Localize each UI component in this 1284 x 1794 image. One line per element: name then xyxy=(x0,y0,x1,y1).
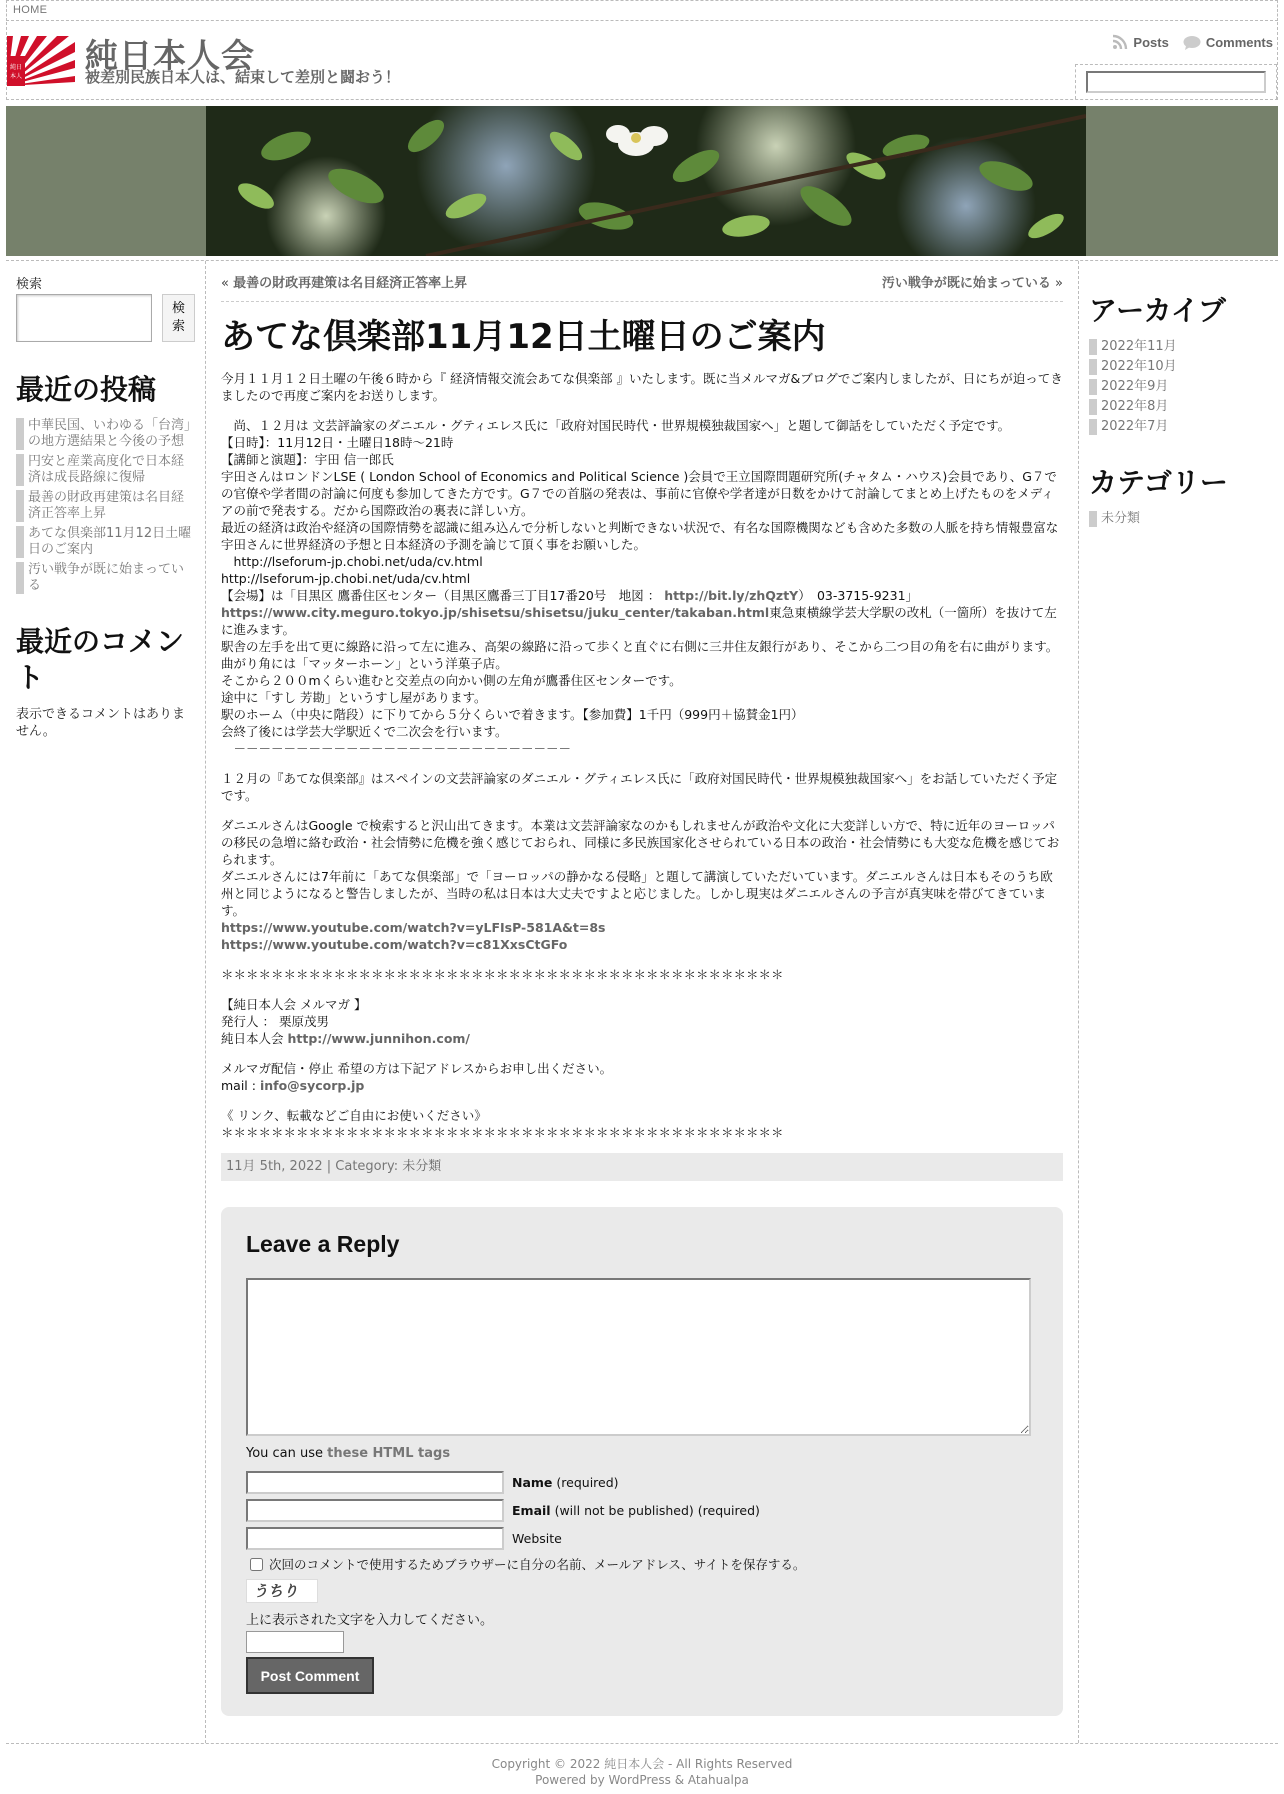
site-header xyxy=(6,22,1278,100)
mail-label: mail : xyxy=(221,1078,260,1093)
post-line: メルマガ配信・停止 希望の方は下記アドレスからお申し出ください。 xyxy=(221,1061,613,1076)
next-post xyxy=(882,272,1063,291)
post-line xyxy=(221,1077,1063,1094)
archive-link[interactable]: 2022年9月 xyxy=(1089,379,1268,395)
post-line: 【日時】：11月12日・土曜日18時～21時 xyxy=(221,435,454,450)
post-line: ダニエルさんはGoogle で検索すると沢山出てきます。本業は文芸評論家なのかもしれませんが政治や文化に大変詳しい方で、特に近年のヨーロッパの移民の急増に絡む政治・社会情勢に危機を強く感じておられ、同様に多民族国家化させられている日本の政治・社会情勢にも大変な危機を感じておられます。 xyxy=(221,818,1060,867)
post-title[interactable]: あてな倶楽部11月12日土曜日のご案内 xyxy=(221,317,826,357)
comment-textarea[interactable] xyxy=(246,1278,1031,1436)
archive-title: アーカイブ xyxy=(1089,294,1226,327)
site-description: 被差別民族日本人は、結束して差別と闘おう！ xyxy=(85,68,401,86)
header-search-input[interactable] xyxy=(1086,71,1266,93)
post-paragraph xyxy=(221,996,1063,1047)
next-arrow: » xyxy=(1050,276,1063,291)
left-sidebar xyxy=(6,261,206,1743)
sidebar-search-label: 検索 xyxy=(16,277,43,292)
post-body xyxy=(221,370,1063,1141)
post-line: 途中に「すし 芳勘」というすし屋があります。 xyxy=(221,690,487,705)
reply-title: Leave a Reply xyxy=(246,1231,400,1257)
post-date: 11月 5th, 2022 | Category: xyxy=(226,1159,403,1174)
venue-phone: ） 03-3715-9231」 xyxy=(798,588,919,603)
name-label: Name xyxy=(512,1475,553,1490)
header-search xyxy=(1075,64,1277,99)
post-line: 最近の経済は政治や経済の国際情勢を認識に組み込んで分析しないと判断できない状況で、有名な国際機関なども含めた多数の人脈を持ち情報豊富な宇田さんに世界経済の予想と日本経済の予測を論じて頂く事をお願いした。 xyxy=(221,520,1059,552)
svg-text:本人: 本人 xyxy=(9,73,23,80)
comment-bubble-icon xyxy=(1183,35,1201,50)
post-line: 発行人 ： 栗原茂男 xyxy=(221,1014,329,1029)
post-line: 会終了後には学芸大学駅近くで二次会を行います。 xyxy=(221,724,508,739)
captcha-input[interactable] xyxy=(246,1631,344,1653)
email-note: (will not be published) (required) xyxy=(554,1503,760,1518)
venue-directions: 東急東横線学芸大学駅の改札（一箇所）を抜けて左に進みます。 xyxy=(221,605,1057,637)
rss-icon xyxy=(1112,34,1128,50)
recent-post-link[interactable]: 円安と産業高度化で日本経済は成長路線に復帰 xyxy=(16,454,195,486)
post-paragraph xyxy=(221,1107,1063,1141)
website-label: Website xyxy=(512,1531,562,1546)
post-line: 【講師と演題】：宇田 信一郎氏 xyxy=(221,452,394,467)
org-name: 純日本人会 xyxy=(221,1031,288,1046)
post-line: －－－－－－－－－－－－－－－－－－－－－－－－－－－ xyxy=(221,741,572,756)
post-navigation xyxy=(221,272,1063,302)
main-content xyxy=(221,261,1063,1716)
post-paragraph xyxy=(221,817,1063,953)
org-site-link[interactable]: http://www.junnihon.com/ xyxy=(287,1031,470,1046)
html-tags-prefix: You can use xyxy=(246,1446,328,1461)
post-meta xyxy=(221,1153,1063,1181)
venue-link[interactable]: https://www.city.meguro.tokyo.jp/shisetsu/shisetsu/juku_center/takaban.html xyxy=(221,605,770,620)
html-tags-note xyxy=(246,1446,1038,1461)
name-field[interactable] xyxy=(246,1471,504,1494)
prev-arrow: « xyxy=(221,276,234,291)
captcha-image: うちり xyxy=(246,1579,318,1603)
save-info-checkbox[interactable] xyxy=(250,1558,263,1571)
post-paragraph xyxy=(221,417,1063,757)
archive-list xyxy=(1089,339,1268,435)
prev-post xyxy=(221,272,467,291)
post-line: ダニエルさんには7年前に「あてな倶楽部」で「ヨーロッパの静かなる侵略」と題して講演していただいています。ダニエルさんは日本もそのうち欧州と同じようになると警告しましたが、当時の私は日本は大丈夫ですよと応じました。しかし現実はダニエルさんの予言が真実味を帯びてきています。 xyxy=(221,869,1053,918)
recent-post-link[interactable]: 中華民国、いわゆる「台湾」の地方選結果と今後の予想 xyxy=(16,418,195,450)
svg-text:純日: 純日 xyxy=(9,64,23,71)
venue-text: 【会場】は「目黒区 鷹番住区センター（目黒区鷹番三丁目17番20号 地図 ： xyxy=(221,588,665,603)
recent-comments-title: 最近のコメント xyxy=(16,625,185,694)
save-info-label: 次回のコメントで使用するためブラウザーに自分の名前、メールアドレス、サイトを保存する。 xyxy=(269,1557,806,1572)
youtube-link[interactable]: https://www.youtube.com/watch?v=c81XxsCtGFo xyxy=(221,937,568,952)
comments-feed-label: Comments xyxy=(1205,34,1273,50)
posts-feed-label: Posts xyxy=(1133,34,1169,50)
sidebar-search xyxy=(16,294,195,342)
posts-feed-link[interactable] xyxy=(1112,34,1168,50)
post-line: 駅舎の左手を出て更に線路に沿って左に進み、高架の線路に沿って歩くと直ぐに右側に三井住友銀行があり、そこから二つ目の角を右に曲がります。曲がり角には「マッターホーン」という洋菓子店。 xyxy=(221,639,1059,671)
copyright-text: Copyright © 2022 純日本人会 - All Rights Reserved xyxy=(491,1757,793,1771)
email-row xyxy=(246,1499,1038,1522)
post-line: http://lseforum-jp.chobi.net/uda/cv.html xyxy=(221,554,483,569)
archive-link[interactable]: 2022年10月 xyxy=(1089,359,1268,375)
comments-feed-link[interactable] xyxy=(1183,35,1273,50)
post-line: 駅のホーム（中央に階段）に下りてから５分くらいで着きます。【参加費】1千円（999円＋協賛金1円） xyxy=(221,707,804,722)
next-post-link[interactable]: 汚い戦争が既に始まっている xyxy=(881,276,1051,291)
post-line: 【純日本人会 メルマガ 】 xyxy=(221,997,367,1012)
site-footer xyxy=(6,1743,1278,1794)
sidebar-search-button[interactable]: 検 索 xyxy=(162,294,195,342)
post-line: 宇田さんはロンドンLSE ( London School of Economics and Political Science )会員で王立国際問題研究所(チャタム・ハウス)会員であり、G７での官僚や学者間の討論に何度も参加してきた方です。G７での首脳の発表は、事前に官僚や学者達が日数をかけて討論してまとめ上げたものをメディアの前で発表する。だから国際政治の裏表に詳しい方。 xyxy=(221,469,1057,518)
html-tags-link[interactable]: these HTML tags xyxy=(327,1446,451,1461)
category-list xyxy=(1089,511,1268,527)
category-link[interactable]: 未分類 xyxy=(402,1159,442,1174)
feed-links xyxy=(1112,34,1273,50)
stars-divider: ＊＊＊＊＊＊＊＊＊＊＊＊＊＊＊＊＊＊＊＊＊＊＊＊＊＊＊＊＊＊＊＊＊＊＊＊＊＊＊＊＊＊＊＊＊ xyxy=(221,967,784,982)
website-row xyxy=(246,1527,1038,1550)
recent-post-link[interactable]: あてな倶楽部11月12日土曜日のご案内 xyxy=(16,526,195,558)
archive-link[interactable]: 2022年11月 xyxy=(1089,339,1268,355)
post-line: 《 リンク、転載などご自由にお使いください》 xyxy=(221,1108,487,1123)
email-field[interactable] xyxy=(246,1499,504,1522)
header-banner-image xyxy=(6,106,1278,256)
name-row xyxy=(246,1471,1038,1494)
post-line: 尚、１２月は 文芸評論家のダニエル・グティエレス氏に「政府対国民時代・世界規模独裁国家へ」と題して御話をしていただく予定です。 xyxy=(221,418,1011,433)
map-link[interactable]: http://bit.ly/zhQztY xyxy=(664,588,799,603)
youtube-link[interactable]: https://www.youtube.com/watch?v=yLFIsP-581A&t=8s xyxy=(221,920,606,935)
captcha-label: 上に表示された文字を入力してください。 xyxy=(246,1613,494,1628)
post-line: http://lseforum-jp.chobi.net/uda/cv.html xyxy=(221,571,471,586)
post-line xyxy=(221,1030,1063,1047)
recent-posts-list xyxy=(16,418,195,594)
recent-posts-title: 最近の投稿 xyxy=(16,373,157,406)
right-sidebar xyxy=(1078,261,1278,1743)
stars-divider: ＊＊＊＊＊＊＊＊＊＊＊＊＊＊＊＊＊＊＊＊＊＊＊＊＊＊＊＊＊＊＊＊＊＊＊＊＊＊＊＊＊＊＊＊＊ xyxy=(221,1125,784,1140)
category-item[interactable]: 未分類 xyxy=(1089,511,1268,527)
email-label: Email xyxy=(512,1503,551,1518)
recent-post-link[interactable]: 汚い戦争が既に始まっている xyxy=(16,562,195,594)
website-field[interactable] xyxy=(246,1527,504,1550)
sidebar-search-input[interactable] xyxy=(16,294,152,342)
post-line xyxy=(221,604,1063,638)
post-paragraph: 今月１１月１２日土曜の午後６時から『 経済情報交流会あてな倶楽部 』いたします。既に当メルマガ&ブログでご案内しましたが、日にちが迫ってきましたので再度ご案内をお送りします。 xyxy=(221,371,1063,403)
mail-link[interactable]: info@sycorp.jp xyxy=(259,1078,365,1093)
name-note: (required) xyxy=(556,1475,619,1490)
post-paragraph: １２月の『あてな倶楽部』はスペインの文芸評論家のダニエル・グティエレス氏に「政府対国民時代・世界規模独裁国家へ」をお話していただく予定です。 xyxy=(221,771,1058,803)
archive-link[interactable]: 2022年7月 xyxy=(1089,419,1268,435)
powered-by-text: Powered by WordPress & Atahualpa xyxy=(535,1773,749,1787)
recent-post-link[interactable]: 最善の財政再建策は名目経済正答率上昇 xyxy=(16,490,195,522)
home-link[interactable]: HOME xyxy=(13,4,48,16)
category-title: カテゴリー xyxy=(1089,466,1228,499)
post-comment-button[interactable]: Post Comment xyxy=(246,1657,374,1694)
post-paragraph xyxy=(221,1060,1063,1094)
comment-form xyxy=(221,1207,1063,1716)
site-title[interactable]: 純日本人会 xyxy=(85,36,255,75)
no-comments-text: 表示できるコメントはありません。 xyxy=(16,707,186,739)
content-columns xyxy=(6,260,1278,1743)
post-line xyxy=(221,587,1063,604)
post-line: そこから２００mくらい進むと交差点の向かい側の左角が鷹番住区センターです。 xyxy=(221,673,682,688)
top-nav xyxy=(6,0,1278,21)
site-logo[interactable] xyxy=(7,36,75,86)
save-info-row xyxy=(246,1555,1038,1573)
archive-link[interactable]: 2022年8月 xyxy=(1089,399,1268,415)
prev-post-link[interactable]: 最善の財政再建策は名目経済正答率上昇 xyxy=(233,276,468,291)
